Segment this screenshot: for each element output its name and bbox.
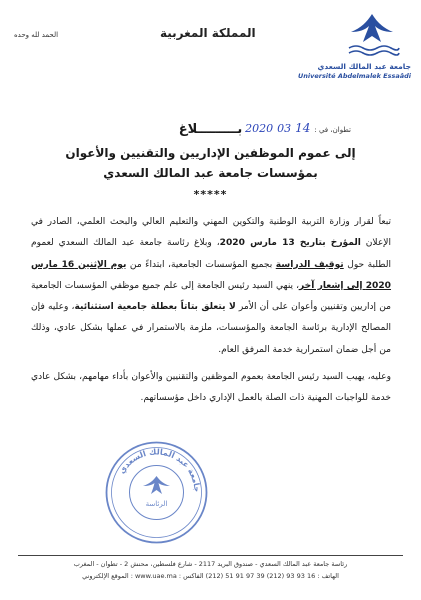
date-month: 03: [277, 122, 292, 135]
university-name-ar: جامعة عبد المالك السعدي: [317, 62, 411, 71]
stamp-emblem-icon: [143, 476, 170, 494]
para1-bold-suspension: توقيف الدراسة: [275, 259, 344, 270]
hamdala-text: الحمد لله وحده: [14, 31, 59, 39]
document-title: بـــــــــلاغ: [178, 122, 243, 137]
para1-bold-date: المؤرخ بتاريخ 13 مارس 2020: [219, 238, 361, 249]
date-day: 14: [295, 121, 311, 135]
footer-contact: الهاتف : 16 93 93 (212) 39 97 91 51 (212) الفاكس : www.uae.ma : الموقع الإلكتروني: [82, 572, 339, 580]
para1-text-3: بجميع المؤسسات الجامعية، ابتداءً من: [126, 259, 276, 270]
footer-divider: [18, 555, 403, 556]
university-logo: [343, 8, 401, 60]
date-city: تطوان، في :: [314, 126, 351, 134]
date-year: 2020: [245, 122, 274, 135]
stamp-center-text: الرئاسة: [145, 500, 168, 508]
para1-text-2: ، وبلاغ رئاسة جامعة عبد المالك السعدي لعموم الطلبة حول: [31, 238, 391, 270]
footer-address: رئاسة جامعة عبد المالك السعدي - صندوق البريد 2117 - شارع فلسطين، محنش 2 - تطوان - المغرب: [73, 560, 348, 568]
kingdom-heading: المملكة المغربية: [160, 26, 256, 40]
eagle-icon: [351, 14, 393, 42]
waves-icon: [349, 46, 399, 55]
para1-text-4: ، ينهي السيد رئيس الجامعة إلى علم جميع موظفي المؤسسات الجامعية من إداريين وتقنيين وأعوان على أن الأمر: [31, 280, 392, 313]
body-paragraph-1: [31, 212, 391, 361]
stamp-text: جامعة عبد المالك السعدي: [117, 447, 202, 493]
separator-stars: *****: [193, 188, 228, 201]
para1-bold-not-holiday: لا يتعلق بتاتاً بعطلة جامعية استثنائية: [74, 302, 236, 313]
para1-text-5: ، وعليه فإن المصالح الإدارية برئاسة الجامعة والمؤسسات، ملزمة بالاستمرار في عملها بشكل عادي، وذلك من أجل ضمان استمرارية خدمة المرفق العام.: [31, 302, 391, 355]
body-paragraph-2: وعليه، يهيب السيد رئيس الجامعة بعموم الموظفين والتقنيين والأعوان بأداء مهامهم، بشكل عادي خدمة للواجبات المهنية ذات الصلة بالعمل الإداري داخل مؤسساتهم.: [31, 372, 391, 404]
para1-text-1: تبعاً لقرار وزارة التربية الوطنية والتكوين المهني والتعليم العالي والبحث العلمي، الصادر في الإعلان: [31, 217, 392, 249]
addressee-line-2: بمؤسسات جامعة عبد المالك السعدي: [103, 166, 318, 180]
para1-bold-start-date: يوم الإثنين 16 مارس 2020 إلى إشعار آخر: [31, 259, 392, 291]
official-stamp: [104, 440, 209, 545]
addressee-line-1: إلى عموم الموظفين الإداريين والتقنيين والأعوان: [65, 146, 356, 160]
university-name-fr: Université Abdelmalek Essaâdi: [297, 72, 411, 80]
